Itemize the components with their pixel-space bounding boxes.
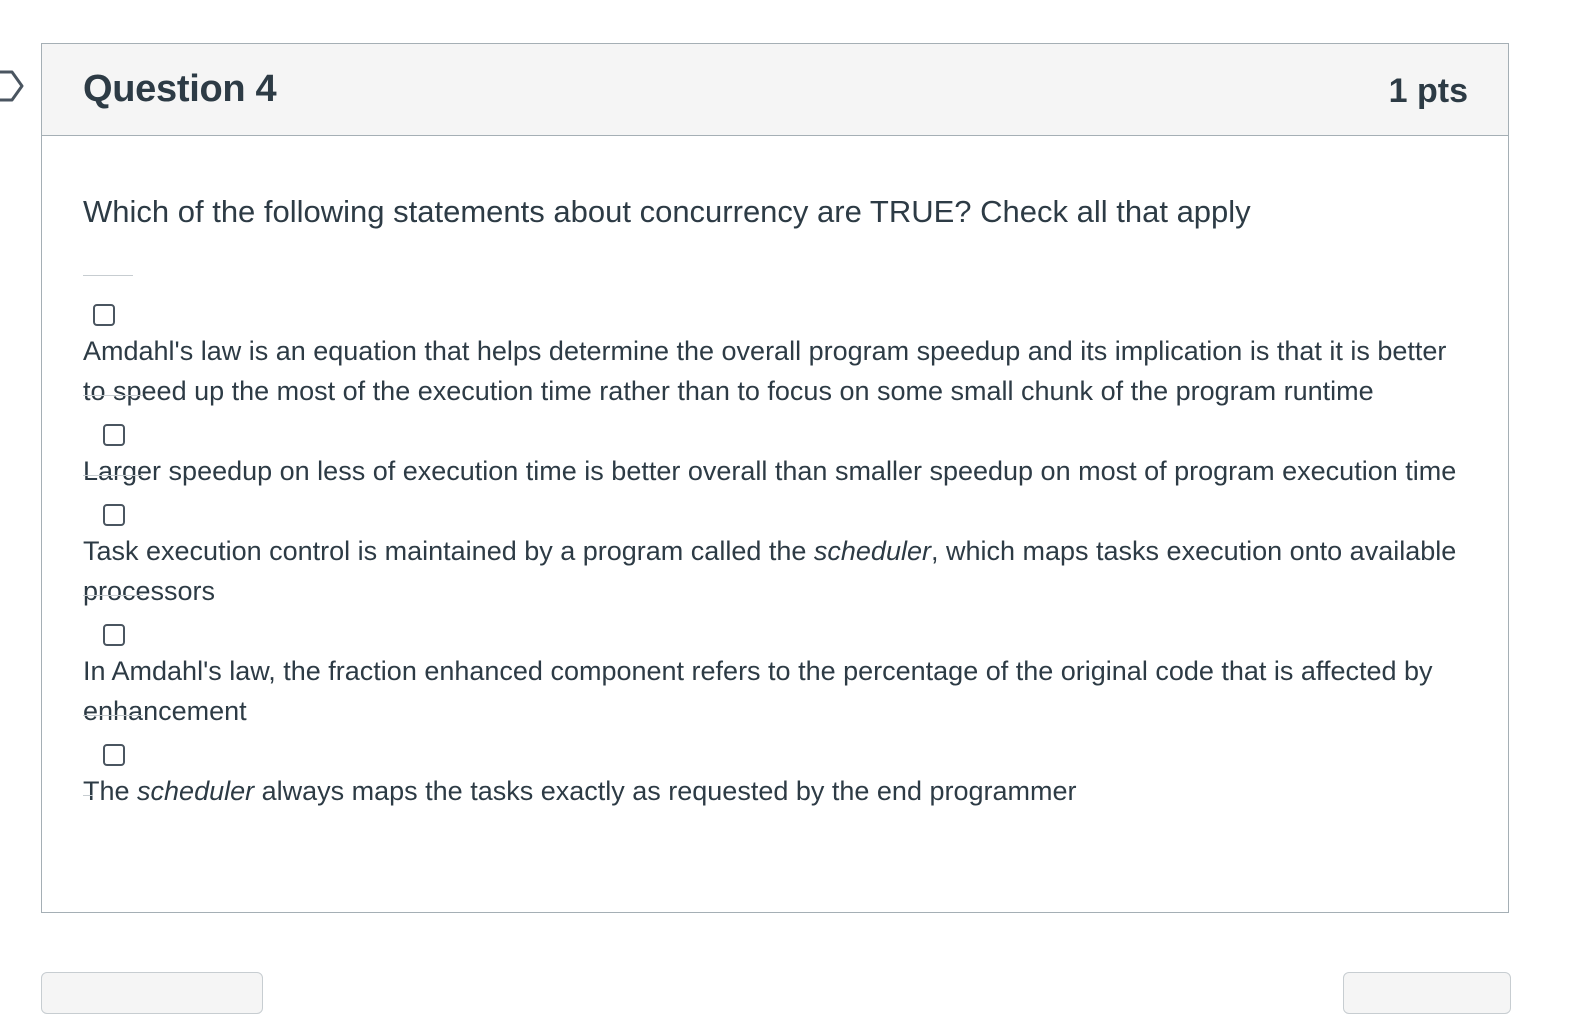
- answer-checkbox[interactable]: [103, 424, 125, 446]
- answer-checkbox[interactable]: [103, 504, 125, 526]
- answer-checkbox[interactable]: [103, 624, 125, 646]
- answer-list: [83, 291, 1469, 851]
- answer-label: Amdahl's law is an equation that helps determine the overall program speedup and its implication is that it is better to speed up the most of the execution time rather than to focus on some small chunk of the program runtime: [83, 336, 1447, 406]
- question-text: Which of the following statements about concurrency are TRUE? Check all that apply: [83, 194, 1251, 229]
- answer-option-1[interactable]: [83, 275, 1469, 466]
- question-header: [42, 44, 1508, 136]
- answer-label: Larger speedup on less of execution time is better overall than smaller speedup on most of program execution time: [83, 456, 1457, 486]
- answer-checkbox[interactable]: [103, 744, 125, 766]
- answer-label: The scheduler always maps the tasks exactly as requested by the end programmer: [83, 776, 1077, 806]
- answer-option-5[interactable]: [83, 715, 1469, 866]
- answer-option-4[interactable]: [83, 595, 1469, 786]
- answer-label: In Amdahl's law, the fraction enhanced component refers to the percentage of the original code that is affected by enhancement: [83, 656, 1433, 726]
- answer-option-3[interactable]: [83, 475, 1469, 666]
- answer-label: Task execution control is maintained by a program called the scheduler, which maps tasks execution onto available processors: [83, 536, 1457, 606]
- next-button[interactable]: [1343, 972, 1511, 1014]
- answer-checkbox[interactable]: [93, 304, 115, 326]
- question-points: 1 pts: [1388, 72, 1468, 110]
- answer-option-2[interactable]: [83, 395, 1469, 546]
- question-card: [41, 43, 1509, 913]
- question-title: Question 4: [83, 68, 277, 110]
- flag-question-icon[interactable]: [0, 66, 24, 106]
- previous-button[interactable]: [41, 972, 263, 1014]
